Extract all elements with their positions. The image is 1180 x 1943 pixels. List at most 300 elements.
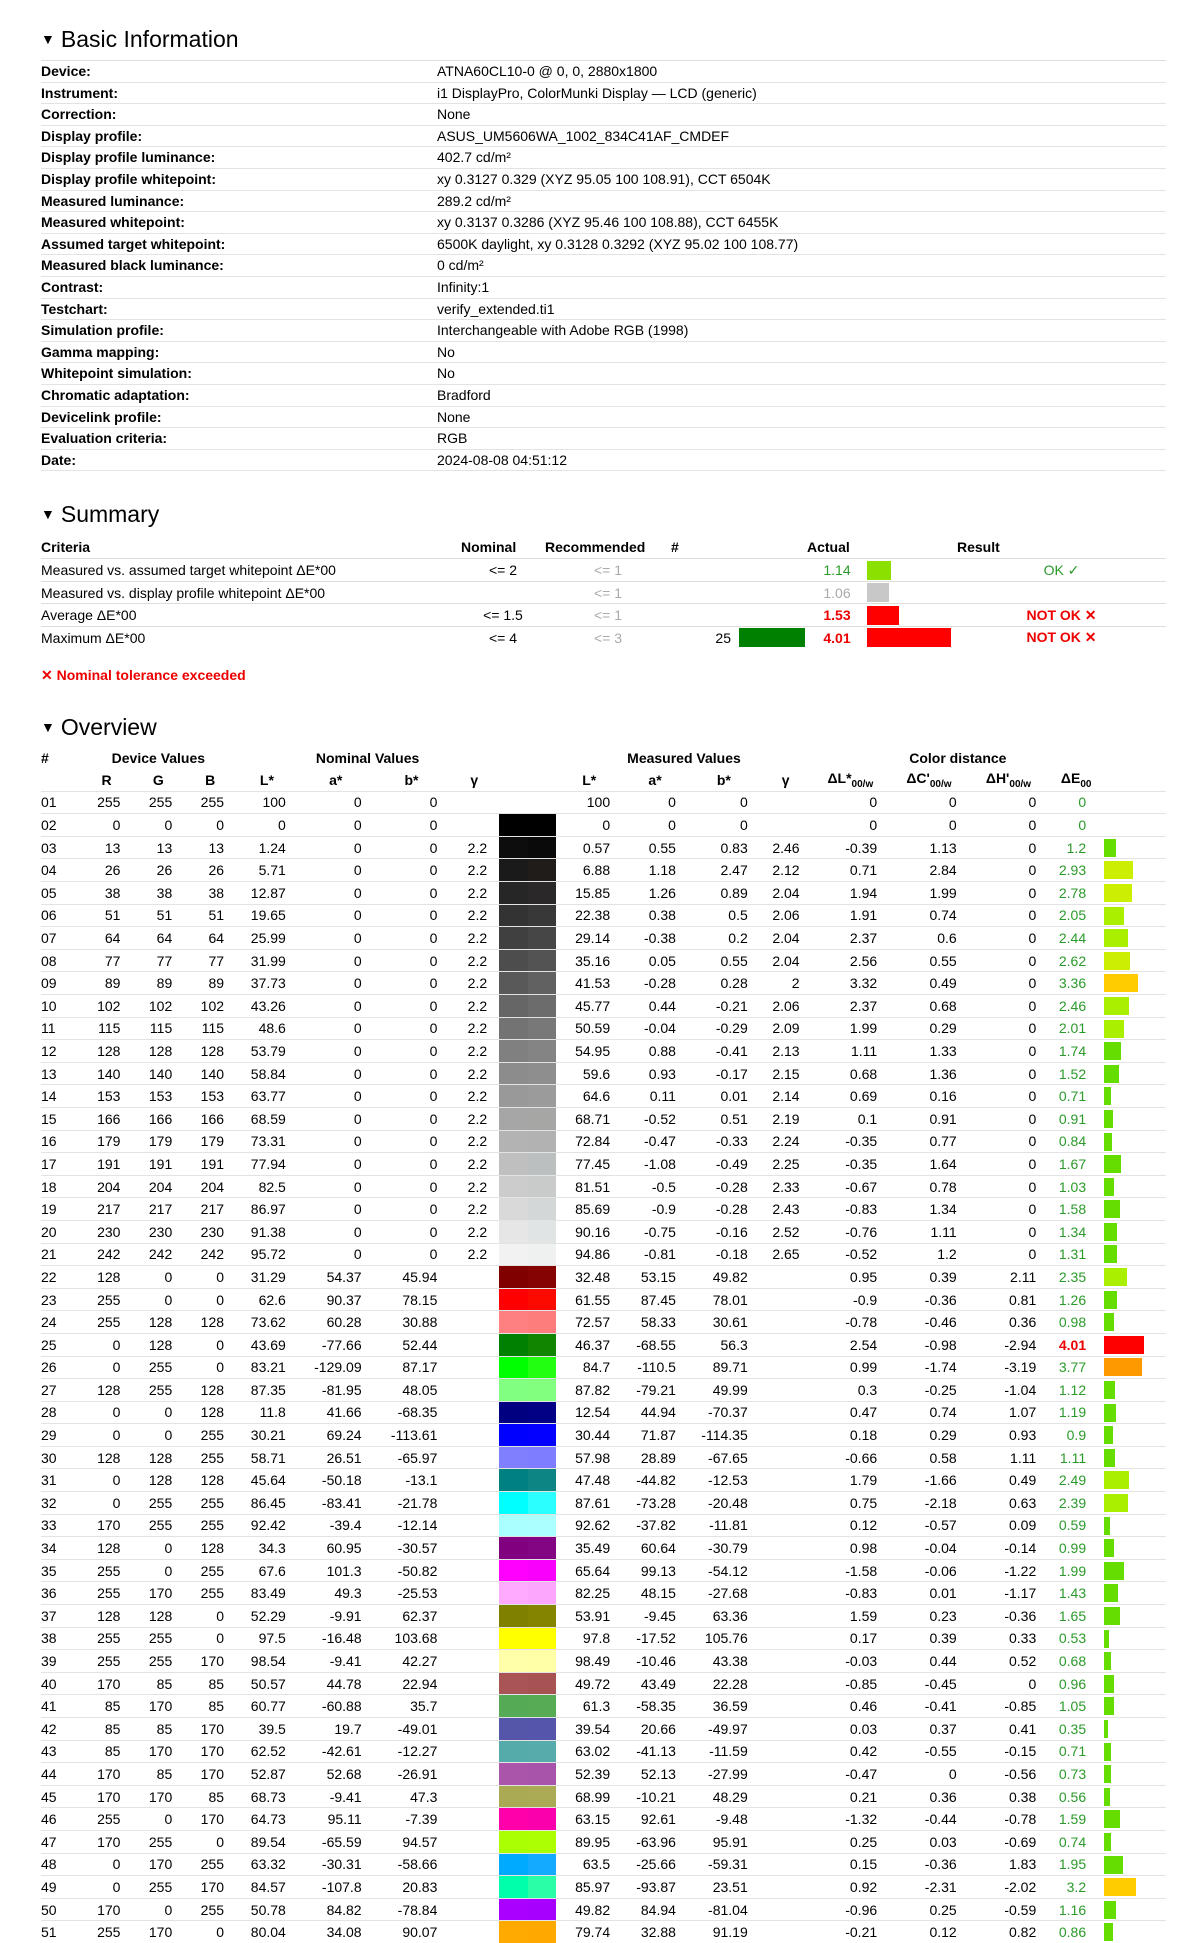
cell-dH: 0: [969, 1153, 1049, 1176]
basic-info-key: Correction:: [41, 106, 117, 123]
overview-row: [41, 836, 1166, 859]
cell-dev-r: 128: [81, 1266, 133, 1289]
cell-meas-L: 85.97: [556, 1876, 622, 1899]
cell-id: 33: [41, 1514, 81, 1537]
cell-id: 46: [41, 1808, 81, 1831]
cell-nom-a: -81.95: [298, 1379, 374, 1402]
summary-nominal: [461, 581, 545, 604]
cell-dE: 2.46: [1048, 995, 1104, 1018]
cell-meas-b: 0.83: [688, 836, 760, 859]
cell-dev-r: 255: [81, 1808, 133, 1831]
cell-dE: 1.19: [1048, 1401, 1104, 1424]
dE-bar-cell: [1104, 1356, 1166, 1379]
cell-dev-g: 170: [132, 1921, 184, 1943]
overview-row: [41, 1017, 1166, 1040]
cell-nom-b: -49.01: [374, 1718, 450, 1741]
cell-meas-L: 72.57: [556, 1311, 622, 1334]
cell-nom-b: -113.61: [374, 1424, 450, 1447]
cell-dE: 2.35: [1048, 1266, 1104, 1289]
measured-swatch: [528, 1018, 557, 1040]
cell-nom-a: 0: [298, 972, 374, 995]
col-nominal: Nominal: [461, 539, 517, 556]
dE-bar: [1104, 1155, 1121, 1173]
swatch-cell: [499, 1763, 556, 1786]
measured-swatch: [528, 1424, 557, 1446]
cell-meas-b: 63.36: [688, 1605, 760, 1628]
cell-meas-b: 105.76: [688, 1627, 760, 1650]
swatch-cell: [499, 1085, 556, 1108]
dE-bar: [1104, 884, 1132, 902]
cell-meas-L: 41.53: [556, 972, 622, 995]
swatch-cell: [499, 1401, 556, 1424]
cell-meas-a: 1.26: [622, 882, 688, 905]
cell-nom-b: 0: [374, 1062, 450, 1085]
cell-nom-b: 0: [374, 995, 450, 1018]
cell-dE: 1.58: [1048, 1198, 1104, 1221]
dE-bar-cell: [1104, 904, 1166, 927]
cell-dev-b: 64: [184, 927, 236, 950]
cell-dev-g: 128: [132, 1446, 184, 1469]
cell-dev-r: 255: [81, 1582, 133, 1605]
cell-dE: 0.9: [1048, 1424, 1104, 1447]
basic-info-row: [41, 104, 1166, 126]
summary-actual-bar-cell: [867, 581, 957, 604]
overview-row: [41, 1198, 1166, 1221]
cell-dev-r: 242: [81, 1243, 133, 1266]
cell-nom-L: 87.35: [236, 1379, 298, 1402]
cell-dL: 0.3: [812, 1379, 890, 1402]
cell-id: 16: [41, 1130, 81, 1153]
swatch-cell: [499, 1107, 556, 1130]
cell-dev-b: 170: [184, 1763, 236, 1786]
overview-row: [41, 1876, 1166, 1899]
swatch-cell: [499, 1040, 556, 1063]
dE-bar-cell: [1104, 1627, 1166, 1650]
tolerance-warning: ✕ Nominal tolerance exceeded: [41, 666, 246, 683]
cell-meas-gamma: 2.25: [760, 1153, 812, 1176]
cell-id: 41: [41, 1695, 81, 1718]
dE-bar-cell: [1104, 1718, 1166, 1741]
cell-meas-gamma: [760, 1469, 812, 1492]
collapse-triangle-icon[interactable]: ▼: [41, 31, 55, 47]
cell-nom-b: -58.66: [374, 1853, 450, 1876]
measured-swatch: [528, 837, 557, 859]
cell-id: 30: [41, 1446, 81, 1469]
cell-dev-g: 77: [132, 949, 184, 972]
dE-bar-cell: [1104, 1740, 1166, 1763]
dE-bar-cell: [1104, 1605, 1166, 1628]
measured-swatch: [528, 1582, 557, 1604]
cell-id: 02: [41, 814, 81, 837]
swatch-cell: [499, 1785, 556, 1808]
cell-dL: 0.25: [812, 1830, 890, 1853]
cell-dH: -0.36: [969, 1605, 1049, 1628]
basic-info-value: ASUS_UM5606WA_1002_834C41AF_CMDEF: [437, 127, 730, 144]
cell-meas-L: 54.95: [556, 1040, 622, 1063]
summary-criteria: Measured vs. display profile whitepoint ΔE*00: [41, 581, 461, 604]
cell-dL: 2.37: [812, 927, 890, 950]
cell-dE: 0: [1048, 814, 1104, 837]
nominal-swatch: [499, 927, 528, 949]
measured-swatch: [528, 1266, 557, 1288]
dE-bar: [1104, 1381, 1115, 1399]
collapse-triangle-icon[interactable]: ▼: [41, 506, 55, 523]
basic-info-row: [41, 234, 1166, 256]
dE-bar-cell: [1104, 1333, 1166, 1356]
cell-dH: 0: [969, 1198, 1049, 1221]
cell-meas-b: -0.41: [688, 1040, 760, 1063]
cell-dL: -0.83: [812, 1582, 890, 1605]
dE-bar-cell: [1104, 836, 1166, 859]
dE-bar-cell: [1104, 1017, 1166, 1040]
cell-meas-L: 77.45: [556, 1153, 622, 1176]
cell-id: 35: [41, 1559, 81, 1582]
cell-dC: -0.55: [889, 1740, 969, 1763]
overview-row: [41, 1130, 1166, 1153]
dE-bar: [1104, 861, 1133, 879]
cell-dev-r: 0: [81, 1876, 133, 1899]
cell-nom-b: -12.14: [374, 1514, 450, 1537]
cell-nom-L: 68.73: [236, 1785, 298, 1808]
dE-bar-cell: [1104, 1853, 1166, 1876]
cell-meas-a: -0.81: [622, 1243, 688, 1266]
overview-row: [41, 1401, 1166, 1424]
dE-bar: [1104, 1562, 1124, 1580]
cell-nom-b: -7.39: [374, 1808, 450, 1831]
cell-nom-a: 0: [298, 836, 374, 859]
measured-swatch: [528, 1289, 557, 1311]
cell-nom-L: 83.21: [236, 1356, 298, 1379]
cell-meas-gamma: [760, 1921, 812, 1943]
nominal-swatch: [499, 1560, 528, 1582]
cell-dev-b: 85: [184, 1785, 236, 1808]
overview-row: [41, 1153, 1166, 1176]
overview-row: [41, 1785, 1166, 1808]
cell-nom-b: 47.3: [374, 1785, 450, 1808]
basic-info-heading[interactable]: ▼ Basic Information: [41, 21, 1150, 57]
cell-nom-b: 0: [374, 972, 450, 995]
cell-dev-b: 89: [184, 972, 236, 995]
nominal-swatch: [499, 814, 528, 836]
swatch-cell: [499, 1514, 556, 1537]
cell-meas-L: 90.16: [556, 1220, 622, 1243]
cell-meas-gamma: [760, 1650, 812, 1673]
cell-dev-r: 255: [81, 1627, 133, 1650]
cell-meas-b: -0.33: [688, 1130, 760, 1153]
measured-swatch: [528, 1379, 557, 1401]
summary-recommended: <= 1: [545, 604, 671, 627]
cell-dL: 2.37: [812, 995, 890, 1018]
summary-criteria: Average ΔE*00: [41, 604, 461, 627]
cell-meas-a: 60.64: [622, 1537, 688, 1560]
cell-dH: 0: [969, 1175, 1049, 1198]
cell-nom-gamma: [449, 1333, 499, 1356]
overview-row: [41, 1559, 1166, 1582]
cell-nom-L: 11.8: [236, 1401, 298, 1424]
cell-dH: 0: [969, 1130, 1049, 1153]
summary-count: [671, 581, 731, 604]
measured-swatch: [528, 1063, 557, 1085]
measured-swatch: [528, 1469, 557, 1491]
cell-nom-a: -42.61: [298, 1740, 374, 1763]
overview-row: [41, 1695, 1166, 1718]
cell-meas-L: 100: [556, 791, 622, 814]
cell-dL: 0.75: [812, 1492, 890, 1515]
cell-dev-r: 115: [81, 1017, 133, 1040]
cell-dC: 0.74: [889, 1401, 969, 1424]
cell-dev-g: 89: [132, 972, 184, 995]
cell-meas-gamma: [760, 1492, 812, 1515]
cell-dev-b: 255: [184, 1853, 236, 1876]
nominal-swatch: [499, 1673, 528, 1695]
cell-meas-gamma: 2.12: [760, 859, 812, 882]
cell-dE: 2.05: [1048, 904, 1104, 927]
cell-nom-b: 0: [374, 882, 450, 905]
cell-id: 38: [41, 1627, 81, 1650]
cell-dL: 2.54: [812, 1333, 890, 1356]
cell-dL: 0.18: [812, 1424, 890, 1447]
cell-dev-r: 255: [81, 791, 133, 814]
cell-dev-r: 255: [81, 1311, 133, 1334]
cell-dC: -0.36: [889, 1288, 969, 1311]
cell-dE: 3.2: [1048, 1876, 1104, 1899]
overview-heading[interactable]: ▼ Overview: [41, 709, 1150, 745]
summary-actual-bar-cell: [867, 559, 957, 582]
cell-nom-b: 90.07: [374, 1921, 450, 1943]
summary-actual-bar-cell: [867, 604, 957, 627]
cell-meas-a: -0.5: [622, 1175, 688, 1198]
cell-dev-r: 0: [81, 1401, 133, 1424]
cell-dC: 0.36: [889, 1785, 969, 1808]
swatch-cell: [499, 1175, 556, 1198]
cell-meas-b: 89.71: [688, 1356, 760, 1379]
cell-nom-L: 1.24: [236, 836, 298, 859]
cell-dE: 0.71: [1048, 1085, 1104, 1108]
basic-info-value: RGB: [437, 430, 468, 447]
cell-nom-gamma: 2.2: [449, 1062, 499, 1085]
cell-dC: 2.84: [889, 859, 969, 882]
cell-dev-g: 102: [132, 995, 184, 1018]
cell-nom-L: 31.99: [236, 949, 298, 972]
cell-dev-g: 166: [132, 1107, 184, 1130]
cell-dE: 3.36: [1048, 972, 1104, 995]
cell-nom-b: 0: [374, 1153, 450, 1176]
cell-id: 36: [41, 1582, 81, 1605]
dE-bar: [1104, 1878, 1136, 1896]
col-count: #: [671, 539, 679, 556]
summary-actual: 1.14: [807, 559, 867, 582]
cell-nom-gamma: [449, 1740, 499, 1763]
cell-meas-b: 22.28: [688, 1672, 760, 1695]
col-r: R: [101, 771, 112, 788]
cell-dev-r: 140: [81, 1062, 133, 1085]
cell-meas-a: 84.94: [622, 1898, 688, 1921]
basic-info-row: [41, 169, 1166, 191]
cell-dev-r: 191: [81, 1153, 133, 1176]
cell-meas-L: 53.91: [556, 1605, 622, 1628]
basic-info-row: [41, 299, 1166, 321]
swatch-cell: [499, 1605, 556, 1628]
nominal-swatch: [499, 1447, 528, 1469]
swatch-cell: [499, 1446, 556, 1469]
cell-dev-b: 102: [184, 995, 236, 1018]
nominal-swatch: [499, 792, 528, 814]
cell-nom-gamma: [449, 1582, 499, 1605]
cell-nom-gamma: [449, 1627, 499, 1650]
cell-nom-gamma: [449, 1672, 499, 1695]
cell-nom-L: 77.94: [236, 1153, 298, 1176]
cell-dev-b: 128: [184, 1401, 236, 1424]
cell-id: 32: [41, 1492, 81, 1515]
overview-row: [41, 1311, 1166, 1334]
cell-nom-gamma: 2.2: [449, 1130, 499, 1153]
cell-nom-L: 95.72: [236, 1243, 298, 1266]
cell-nom-b: 0: [374, 836, 450, 859]
cell-nom-gamma: [449, 1401, 499, 1424]
swatch-cell: [499, 995, 556, 1018]
cell-dE: 0: [1048, 791, 1104, 814]
cell-dL: -0.39: [812, 836, 890, 859]
dE-bar-cell: [1104, 1469, 1166, 1492]
cell-dH: -1.04: [969, 1379, 1049, 1402]
overview-row: [41, 814, 1166, 837]
cell-dE: 3.77: [1048, 1356, 1104, 1379]
cell-dev-b: 170: [184, 1650, 236, 1673]
measured-swatch: [528, 814, 557, 836]
cell-meas-b: -0.16: [688, 1220, 760, 1243]
swatch-cell: [499, 1695, 556, 1718]
cell-dH: 0.81: [969, 1288, 1049, 1311]
cell-nom-L: 50.57: [236, 1672, 298, 1695]
cell-nom-b: 22.94: [374, 1672, 450, 1695]
measured-swatch: [528, 1311, 557, 1333]
cell-dC: 1.34: [889, 1198, 969, 1221]
cell-dH: -0.69: [969, 1830, 1049, 1853]
cell-meas-a: -58.35: [622, 1695, 688, 1718]
cell-id: 11: [41, 1017, 81, 1040]
overview-table: [41, 747, 1166, 1943]
cell-meas-L: 30.44: [556, 1424, 622, 1447]
collapse-triangle-icon[interactable]: ▼: [41, 718, 55, 735]
cell-dL: 0.12: [812, 1514, 890, 1537]
cell-dH: -0.59: [969, 1898, 1049, 1921]
swatch-cell: [499, 1288, 556, 1311]
cell-dev-b: 255: [184, 1898, 236, 1921]
cell-dev-g: 38: [132, 882, 184, 905]
cell-dev-r: 255: [81, 1559, 133, 1582]
overview-row: [41, 972, 1166, 995]
cell-nom-gamma: [449, 1356, 499, 1379]
cell-nom-b: -13.1: [374, 1469, 450, 1492]
cell-dC: 0.37: [889, 1718, 969, 1741]
cell-meas-gamma: 2.65: [760, 1243, 812, 1266]
cell-dev-b: 85: [184, 1672, 236, 1695]
basic-info-key: Display profile:: [41, 127, 143, 144]
cell-dev-r: 0: [81, 814, 133, 837]
nominal-swatch: [499, 1357, 528, 1379]
dE-bar: [1104, 1426, 1113, 1444]
cell-nom-a: 0: [298, 1130, 374, 1153]
cell-dE: 0.74: [1048, 1830, 1104, 1853]
cell-nom-a: -9.41: [298, 1785, 374, 1808]
cell-dE: 1.65: [1048, 1605, 1104, 1628]
basic-info-value: 2024-08-08 04:51:12: [437, 451, 567, 468]
basic-info-key: Measured black luminance:: [41, 257, 224, 274]
nominal-swatch: [499, 1808, 528, 1830]
cell-nom-gamma: [449, 791, 499, 814]
cell-dev-g: 255: [132, 1627, 184, 1650]
cell-nom-a: 54.37: [298, 1266, 374, 1289]
cell-meas-a: 44.94: [622, 1401, 688, 1424]
dE-bar-cell: [1104, 1198, 1166, 1221]
nominal-swatch: [499, 1063, 528, 1085]
col-dE-bar: [1104, 769, 1166, 792]
col-meas-L: L*: [582, 771, 597, 788]
col-dL: $\Delta L*_{00/w}$: [827, 769, 874, 790]
cell-dC: 0.39: [889, 1266, 969, 1289]
cell-nom-L: 43.69: [236, 1333, 298, 1356]
summary-heading[interactable]: ▼ Summary: [41, 496, 1150, 532]
cell-dE: 4.01: [1048, 1333, 1104, 1356]
cell-dH: 0.41: [969, 1718, 1049, 1741]
dE-bar: [1104, 907, 1124, 925]
cell-nom-gamma: [449, 1898, 499, 1921]
measured-swatch: [528, 1492, 557, 1514]
nominal-swatch: [499, 1108, 528, 1130]
overview-row: [41, 995, 1166, 1018]
cell-dL: 1.99: [812, 1017, 890, 1040]
cell-meas-gamma: [760, 1582, 812, 1605]
overview-row: [41, 1333, 1166, 1356]
cell-dev-r: 153: [81, 1085, 133, 1108]
basic-info-key: Measured luminance:: [41, 192, 185, 209]
cell-dE: 0.96: [1048, 1672, 1104, 1695]
cell-dE: 2.49: [1048, 1469, 1104, 1492]
cell-meas-L: 39.54: [556, 1718, 622, 1741]
cell-dev-b: 38: [184, 882, 236, 905]
cell-meas-b: 49.82: [688, 1266, 760, 1289]
basic-info-key: Display profile luminance:: [41, 149, 216, 166]
cell-id: 51: [41, 1921, 81, 1943]
cell-dev-r: 166: [81, 1107, 133, 1130]
swatch-cell: [499, 904, 556, 927]
measured-swatch: [528, 1628, 557, 1650]
dE-bar: [1104, 1178, 1114, 1196]
cell-meas-L: 92.62: [556, 1514, 622, 1537]
col-b: B: [205, 771, 216, 788]
swatch-cell: [499, 1469, 556, 1492]
cell-dev-b: 204: [184, 1175, 236, 1198]
col-result: Result: [957, 539, 1000, 556]
cell-nom-b: -68.35: [374, 1401, 450, 1424]
overview-row: [41, 1107, 1166, 1130]
cell-nom-a: 0: [298, 1107, 374, 1130]
cell-nom-gamma: 2.2: [449, 1175, 499, 1198]
dE-bar: [1104, 1494, 1128, 1512]
cell-meas-gamma: [760, 1446, 812, 1469]
cell-nom-a: 0: [298, 859, 374, 882]
swatch-cell: [499, 1356, 556, 1379]
cell-dE: 0.53: [1048, 1627, 1104, 1650]
cell-dH: 0.36: [969, 1311, 1049, 1334]
cell-dH: 0: [969, 1040, 1049, 1063]
cell-id: 10: [41, 995, 81, 1018]
dE-bar-cell: [1104, 1763, 1166, 1786]
nominal-swatch: [499, 972, 528, 994]
cell-dev-g: 140: [132, 1062, 184, 1085]
basic-info-value: xy 0.3127 0.329 (XYZ 95.05 100 108.91), CCT 6504K: [437, 170, 771, 187]
cell-nom-a: -30.31: [298, 1853, 374, 1876]
